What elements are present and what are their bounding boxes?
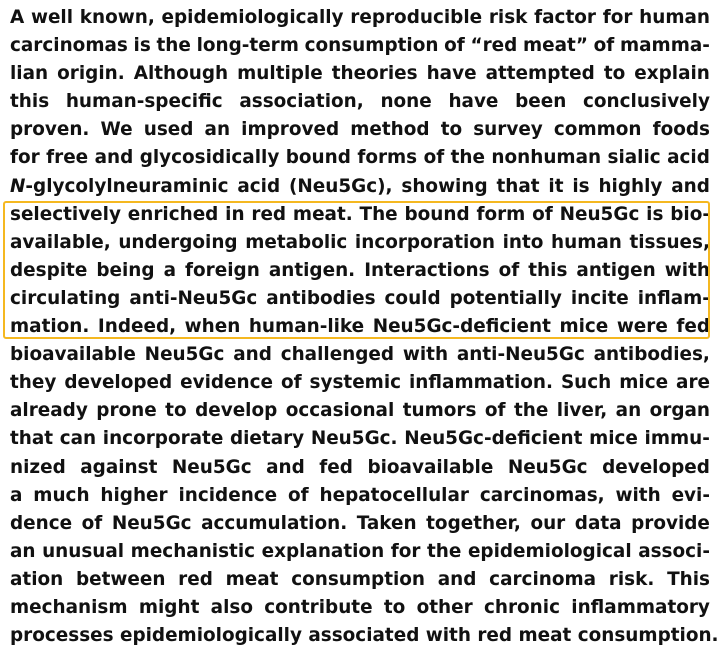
word: for	[390, 540, 421, 562]
word: red	[178, 568, 213, 590]
word: fed	[319, 456, 353, 478]
word: highly	[598, 175, 663, 197]
word: for	[602, 7, 633, 28]
word: contribute	[264, 596, 373, 618]
word: hepatocellular	[319, 484, 469, 506]
word: data	[574, 512, 622, 534]
word: of	[81, 512, 103, 534]
word: into	[502, 231, 544, 253]
word: immu-	[644, 428, 710, 450]
word: meat”	[522, 35, 588, 57]
word: common	[553, 119, 642, 141]
word: method	[350, 119, 430, 141]
word: develop	[195, 400, 278, 422]
word: challenged	[280, 344, 395, 366]
word: mechanistic	[130, 540, 256, 562]
word: of	[498, 259, 520, 281]
word: inflam-	[637, 287, 710, 309]
text-line	[10, 397, 710, 425]
word: antibodies,	[593, 344, 710, 366]
abstract-text	[10, 4, 719, 650]
text-line	[10, 88, 710, 116]
word: in	[225, 203, 245, 225]
word: consumption	[291, 568, 426, 590]
word: unusual	[42, 540, 125, 562]
word: developed	[602, 456, 710, 478]
word: bioavailable	[367, 456, 494, 478]
word: of	[423, 147, 445, 169]
word: incidence	[178, 484, 278, 506]
text-line	[10, 173, 710, 201]
word: carcinomas	[10, 35, 128, 57]
word: have	[426, 63, 477, 85]
word: consumption	[304, 35, 439, 57]
word: free	[46, 147, 89, 169]
word: Neu5Gc	[559, 203, 640, 225]
word: evi-	[671, 484, 710, 506]
word: attempted	[485, 63, 595, 85]
text-line	[10, 313, 710, 341]
text-line	[10, 285, 710, 313]
word: with	[615, 484, 661, 506]
word: the	[450, 147, 485, 169]
word: dietary	[229, 428, 305, 450]
text-line	[10, 341, 710, 369]
text-line	[10, 454, 710, 482]
word: the	[156, 35, 191, 57]
text-line	[10, 538, 710, 566]
word: mechanism	[10, 596, 128, 618]
word: chronic	[483, 596, 560, 618]
text-line	[10, 482, 710, 510]
word: Neu5Gc-deficient	[404, 428, 583, 450]
text-line	[10, 32, 710, 60]
word: anti-Neu5Gc	[456, 344, 585, 366]
word: other	[416, 596, 473, 618]
word: and	[671, 175, 710, 197]
text-line	[10, 229, 710, 257]
word: ation	[10, 568, 64, 590]
word: mice	[559, 316, 609, 338]
word: tumors	[402, 400, 477, 422]
word: epidemiologically	[119, 625, 309, 647]
word: Neu5Gc	[507, 456, 588, 478]
word: of	[444, 35, 465, 57]
word: association,	[239, 91, 364, 113]
word: meat	[225, 568, 279, 590]
word: showing	[401, 175, 488, 197]
word: a	[163, 259, 177, 281]
word: incite	[570, 287, 629, 309]
word: systemic	[309, 372, 402, 394]
word: proven.	[10, 119, 90, 141]
word: survey	[473, 119, 543, 141]
word: selectively	[10, 203, 121, 225]
word: forms	[357, 147, 418, 169]
word: epidemiologically	[161, 7, 344, 28]
word: an	[204, 119, 231, 141]
word: antigen.	[268, 259, 356, 281]
word: reproducible	[350, 7, 483, 28]
word: Taken	[356, 512, 417, 534]
word: inflammation.	[409, 372, 553, 394]
text-line	[10, 144, 710, 172]
word: with	[402, 344, 449, 366]
text-line	[10, 425, 710, 453]
word: We	[100, 119, 133, 141]
text-line	[10, 201, 710, 229]
word: This	[667, 568, 710, 590]
word: nized	[10, 456, 66, 478]
word: already	[10, 400, 88, 422]
word: is	[572, 175, 590, 197]
word: N-glycolylneuraminic	[10, 175, 229, 197]
text-line	[10, 4, 710, 32]
word: the	[513, 400, 549, 422]
word: our	[530, 512, 566, 534]
word: occasional	[285, 400, 395, 422]
word: and	[437, 568, 477, 590]
word: much	[33, 484, 90, 506]
text-line	[10, 594, 710, 622]
word: Although	[133, 63, 229, 85]
word: have	[448, 91, 499, 113]
word: is	[646, 203, 664, 225]
word: incorporate	[102, 428, 224, 450]
word: can	[59, 428, 97, 450]
word: Neu5Gc-deficient	[372, 316, 551, 338]
word: and	[266, 456, 305, 478]
word: foods	[652, 119, 710, 141]
word: prone	[96, 400, 157, 422]
word: they	[10, 372, 57, 394]
word: theories	[331, 63, 418, 85]
word: none	[380, 91, 432, 113]
word: developed	[64, 372, 173, 394]
word: Neu5Gc	[144, 344, 225, 366]
word: fed	[676, 316, 710, 338]
word: Indeed,	[97, 316, 177, 338]
word: mice	[589, 428, 638, 450]
word: of	[288, 484, 309, 506]
word: might	[138, 596, 200, 618]
word: to	[603, 63, 626, 85]
text-line	[10, 369, 710, 397]
word: improved	[241, 119, 340, 141]
word: been	[515, 91, 567, 113]
word: (Neu5Gc),	[289, 175, 393, 197]
word: and	[233, 344, 272, 366]
word: Interactions	[364, 259, 490, 281]
word: associated	[308, 625, 426, 647]
word: antigen	[576, 259, 656, 281]
text-line	[10, 622, 719, 650]
word: human	[551, 231, 622, 253]
word: risk.	[608, 568, 655, 590]
word: origin.	[57, 63, 125, 85]
word: A	[10, 7, 25, 28]
word: Such	[560, 372, 612, 394]
word: an	[10, 540, 36, 562]
word: also	[210, 596, 253, 618]
word: consumption.	[577, 625, 719, 647]
word: of	[484, 400, 506, 422]
word: mation.	[10, 316, 90, 338]
word: enriched	[127, 203, 219, 225]
word: dence	[10, 512, 73, 534]
word: undergoing	[118, 231, 238, 253]
word: to	[440, 119, 463, 141]
word: used	[143, 119, 194, 141]
word: between	[75, 568, 166, 590]
word: acid	[237, 175, 281, 197]
word: is	[133, 35, 151, 57]
word: higher	[100, 484, 168, 506]
word: antibodies	[266, 287, 376, 309]
word: red	[477, 625, 519, 647]
word: metabolic	[245, 231, 348, 253]
word: Neu5Gc	[111, 512, 192, 534]
word: “red	[470, 35, 518, 57]
word: multiple	[237, 63, 323, 85]
word: to	[383, 596, 406, 618]
word: nonhuman	[491, 147, 602, 169]
word: when	[184, 316, 241, 338]
word: human-specific	[65, 91, 223, 113]
word: available,	[10, 231, 111, 253]
word: bioavailable	[10, 344, 136, 366]
word: despite	[10, 259, 88, 281]
word: bound	[404, 203, 470, 225]
word: red	[251, 203, 287, 225]
word: Neu5Gc.	[310, 428, 398, 450]
word: a	[10, 484, 23, 506]
word: bio-	[670, 203, 710, 225]
word: associ-	[638, 540, 710, 562]
text-line	[10, 257, 710, 285]
word: against	[80, 456, 158, 478]
word: human	[639, 7, 710, 28]
word: risk	[488, 7, 528, 28]
word: form	[476, 203, 526, 225]
word: potentially	[449, 287, 562, 309]
word: provide	[631, 512, 710, 534]
word: mamma-	[619, 35, 710, 57]
word: with	[425, 625, 478, 647]
word: accumulation.	[201, 512, 348, 534]
word: for	[10, 147, 40, 169]
word: that	[496, 175, 540, 197]
word: incorporation	[354, 231, 496, 253]
word: carcinoma	[489, 568, 597, 590]
word: acid	[667, 147, 710, 169]
word: organ	[649, 400, 710, 422]
word: meat	[518, 625, 578, 647]
word: The	[359, 203, 398, 225]
text-line	[10, 566, 710, 594]
word: anti-Neu5Gc	[129, 287, 258, 309]
word: to	[165, 400, 187, 422]
word: processes	[10, 625, 120, 647]
word: an	[615, 400, 642, 422]
word: sialic	[607, 147, 661, 169]
word: foreign	[185, 259, 260, 281]
word: with	[664, 259, 710, 281]
word: explanation	[261, 540, 385, 562]
word: could	[384, 287, 441, 309]
word: explain	[634, 63, 710, 85]
word: being	[96, 259, 155, 281]
word: glycosidically	[139, 147, 280, 169]
word: carcinomas,	[479, 484, 605, 506]
word: human-like	[248, 316, 365, 338]
word: and	[94, 147, 134, 169]
word: that	[10, 428, 54, 450]
word: this	[528, 259, 568, 281]
text-line	[10, 60, 710, 88]
word: the	[427, 540, 462, 562]
word: evidence	[180, 372, 273, 394]
word: bound	[285, 147, 351, 169]
word: were	[616, 316, 668, 338]
word: Neu5Gc	[171, 456, 252, 478]
word: are	[676, 372, 710, 394]
word: this	[10, 91, 50, 113]
word: liver,	[556, 400, 608, 422]
word: long-term	[196, 35, 299, 57]
word: epidemiological	[467, 540, 632, 562]
word: known,	[79, 7, 155, 28]
word: together,	[426, 512, 521, 534]
word: circulating	[10, 287, 121, 309]
word: meat.	[292, 203, 353, 225]
text-line	[10, 510, 710, 538]
word: factor	[534, 7, 596, 28]
word: tissues,	[629, 231, 710, 253]
word: of	[593, 35, 615, 57]
word: mice	[619, 372, 669, 394]
word: lian	[10, 63, 49, 85]
word: well	[30, 7, 74, 28]
word: inflammatory	[571, 596, 710, 618]
word: of	[532, 203, 553, 225]
word: it	[548, 175, 564, 197]
text-line	[10, 116, 710, 144]
word: conclusively	[583, 91, 710, 113]
word: of	[280, 372, 302, 394]
